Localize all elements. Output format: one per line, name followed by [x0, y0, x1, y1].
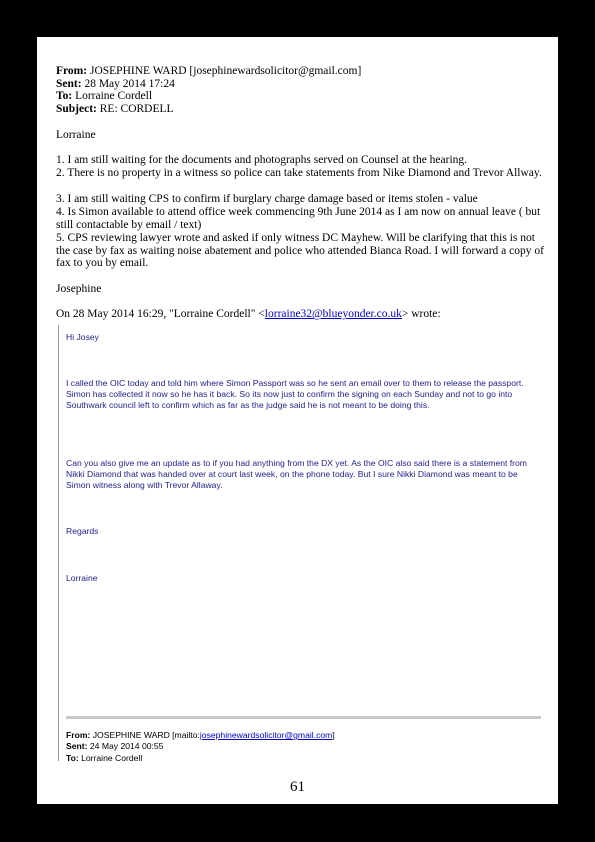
email-header	[56, 65, 361, 115]
point-2: 2. There is no property in a witness so police can take statements from Nike Diamond and Trevor Allway.	[56, 167, 542, 179]
subject-label: Subject:	[56, 102, 97, 115]
point-4: 4. Is Simon available to attend office week commencing 9th June 2014 as I am now on annual leave ( but still contactable by email / text)	[56, 206, 541, 231]
divider	[66, 716, 541, 719]
quoted-regards: Regards	[66, 526, 99, 536]
quoted-paragraph-1: I called the OIC today and told him where Simon Passport was so he sent an email over to them to release the passport. Simon has collected it now so he has it back. So its now just to confirm the signing on each Sunday and not to go into Southwark council left to confirm which as far as the judge said he is not meant to be doing this.	[66, 378, 524, 411]
sent-line	[56, 78, 361, 91]
fwd-from-close: ]	[332, 730, 335, 740]
quoted-name: Lorraine	[66, 573, 98, 583]
fwd-sent-value: 24 May 2014 00:55	[87, 741, 164, 752]
subject-value: RE: CORDELL	[96, 102, 174, 115]
fwd-from-label: From:	[66, 730, 91, 740]
from-value: JOSEPHINE WARD [josephinewardsolicitor@gmail.com]	[87, 65, 362, 77]
wrote-prefix: On 28 May 2014 16:29, "Lorraine Cordell" <	[56, 308, 265, 320]
fwd-email-link[interactable]: josephinewardsolicitor@gmail.com	[199, 730, 333, 740]
to-value: Lorraine Cordell	[72, 90, 153, 103]
from-line	[56, 65, 361, 78]
wrote-line	[56, 308, 546, 321]
fwd-to-value: Lorraine Cordell	[78, 752, 143, 763]
point-3: 3. I am still waiting CPS to confirm if burglary charge damage based or items stolen - value	[56, 193, 478, 205]
quote-bar	[58, 325, 59, 761]
salutation: Lorraine	[56, 129, 96, 141]
wrote-suffix: > wrote:	[401, 308, 441, 320]
signoff: Josephine	[56, 283, 102, 295]
fwd-from-line	[66, 730, 335, 741]
fwd-to-label: To:	[66, 752, 79, 763]
to-label: To:	[56, 90, 73, 103]
subject-line	[56, 103, 361, 116]
sender-email-link[interactable]: lorraine32@blueyonder.co.uk	[264, 308, 402, 320]
quoted-paragraph-2: Can you also give me an update as to if you had anything from the DX yet. As the OIC also said there is a statement from Nikki Diamond that was handed over at court last week, on the phone today. But I sure Nikki Diamond was meant to be Simon witness along with Trevor Allaway.	[66, 458, 527, 491]
point-1: 1. I am still waiting for the documents and photographs served on Counsel at the hearing.	[56, 154, 468, 166]
point-5: 5. CPS reviewing lawyer wrote and asked if only witness DC Mayhew. Will be clarifying that this is not the case by fax as waiting noise abatement and police who attended Bianca Road. I will forward a copy of fax to you by email.	[56, 232, 544, 270]
quoted-greeting: Hi Josey	[66, 332, 99, 342]
forwarded-header	[66, 730, 335, 764]
sent-label: Sent:	[56, 77, 82, 90]
fwd-from-value: JOSEPHINE WARD [mailto:	[90, 730, 200, 740]
from-label: From:	[56, 65, 88, 77]
fwd-to-line	[66, 753, 335, 764]
fwd-sent-line	[66, 741, 335, 752]
fwd-sent-label: Sent:	[66, 741, 88, 752]
document-page	[37, 37, 558, 804]
sent-value: 28 May 2014 17:24	[81, 77, 175, 90]
to-line	[56, 90, 361, 103]
page-number: 61	[290, 779, 305, 795]
